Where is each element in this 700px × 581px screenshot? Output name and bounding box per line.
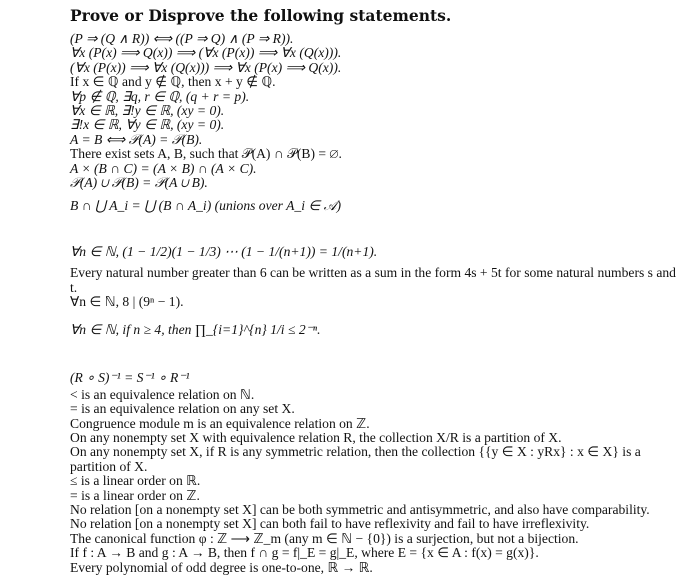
statement-4: If x ∈ ℚ and y ∉ ℚ, then x + y ∉ ℚ.	[70, 74, 276, 90]
statement-2: ∀x (P(x) ⟹ Q(x)) ⟹ (∀x (P(x)) ⟹ ∀x (Q(x))).	[70, 45, 342, 61]
statement-canonical-function: The canonical function φ : ℤ ⟶ ℤ_m (any m ∈ ℕ − {0}) is a surjection, but not a bijection.	[70, 530, 579, 546]
statement-8: A = B ⟺ 𝒫(A) = 𝒫(B).	[70, 131, 203, 147]
statement-congruence: Congruence module m is an equivalence relation on ℤ.	[70, 415, 370, 431]
display-product-inequality: ∀n ∈ ℕ, if n ≥ 4, then ∏_{i=1}^{n} 1/i ≤ 2⁻ⁿ.	[70, 321, 321, 337]
statement-linear-order-integers: = is a linear order on ℤ.	[70, 487, 200, 503]
statement-partition: On any nonempty set X with equivalence relation R, the collection X/R is a partition of X.	[70, 429, 562, 445]
statement-11: 𝒫(A) ∪ 𝒫(B) = 𝒫(A ∪ B).	[70, 175, 208, 191]
statement-9: There exist sets A, B, such that 𝒫(A) ∩ 𝒫(B) = ∅.	[70, 146, 342, 162]
statement-function-intersection: If f : A → B and g : A → B, then f ∩ g = f|_E = g|_E, where E = {x ∈ A : f(x) = g(x)}.	[70, 545, 539, 561]
display-union-equation: B ∩ ⋃ A_i = ⋃ (B ∩ A_i) (unions over A_i ∈ 𝒜)	[70, 198, 342, 214]
statement-3: (∀x (P(x)) ⟹ ∀x (Q(x))) ⟹ ∀x (P(x) ⟹ Q(x)).	[70, 59, 342, 75]
statement-divisibility: ∀n ∈ ℕ, 8 | (9ⁿ − 1).	[70, 294, 184, 310]
statement-10: A × (B ∩ C) = (A × B) ∩ (A × C).	[70, 160, 257, 176]
display-inverse-composition: (R ∘ S)⁻¹ = S⁻¹ ∘ R⁻¹	[70, 369, 190, 385]
statements-top	[70, 32, 680, 190]
statement-symmetric-antisymmetric: No relation [on a nonempty set X] can be both symmetric and antisymmetric, and also have comparability.	[70, 501, 650, 517]
statement-6: ∀x ∈ ℝ, ∃!y ∈ ℝ, (xy = 0).	[70, 103, 225, 119]
statement-reflexivity: No relation [on a nonempty set X] can both fail to have reflexivity and fail to have irreflexivity.	[70, 516, 590, 532]
statement-7: ∃!x ∈ ℝ, ∀y ∈ ℝ, (xy = 0).	[70, 117, 225, 133]
statement-5: ∀p ∉ ℚ, ∃q, r ∈ ℚ, (q + r = p).	[70, 88, 250, 104]
statements-bottom	[70, 388, 680, 575]
statement-equals-equivalence: = is an equivalence relation on any set X.	[70, 401, 295, 417]
statement-less-than-equivalence: < is an equivalence relation on ℕ.	[70, 386, 255, 402]
statement-natural-numbers: Every natural number greater than 6 can be written as a sum in the form 4s + 5t for some natural numbers s and t.	[70, 265, 676, 295]
display-product-equation: ∀n ∈ ℕ, (1 − 1/2)(1 − 1/3) ⋯ (1 − 1/(n+1)) = 1/(n+1).	[70, 244, 378, 260]
statement-symmetric-partition: On any nonempty set X, if R is any symmetric relation, then the collection {{y ∈ X : yRx} : x ∈ X} is a partition of X.	[70, 444, 641, 474]
statement-linear-order-reals: ≤ is a linear order on ℝ.	[70, 473, 201, 489]
page-title: Prove or Disprove the following statements.	[70, 6, 452, 25]
statement-1: (P ⇒ (Q ∧ R)) ⟺ ((P ⇒ Q) ∧ (P ⇒ R)).	[70, 31, 294, 46]
statement-odd-polynomial: Every polynomial of odd degree is one-to-one, ℝ → ℝ.	[70, 559, 373, 575]
